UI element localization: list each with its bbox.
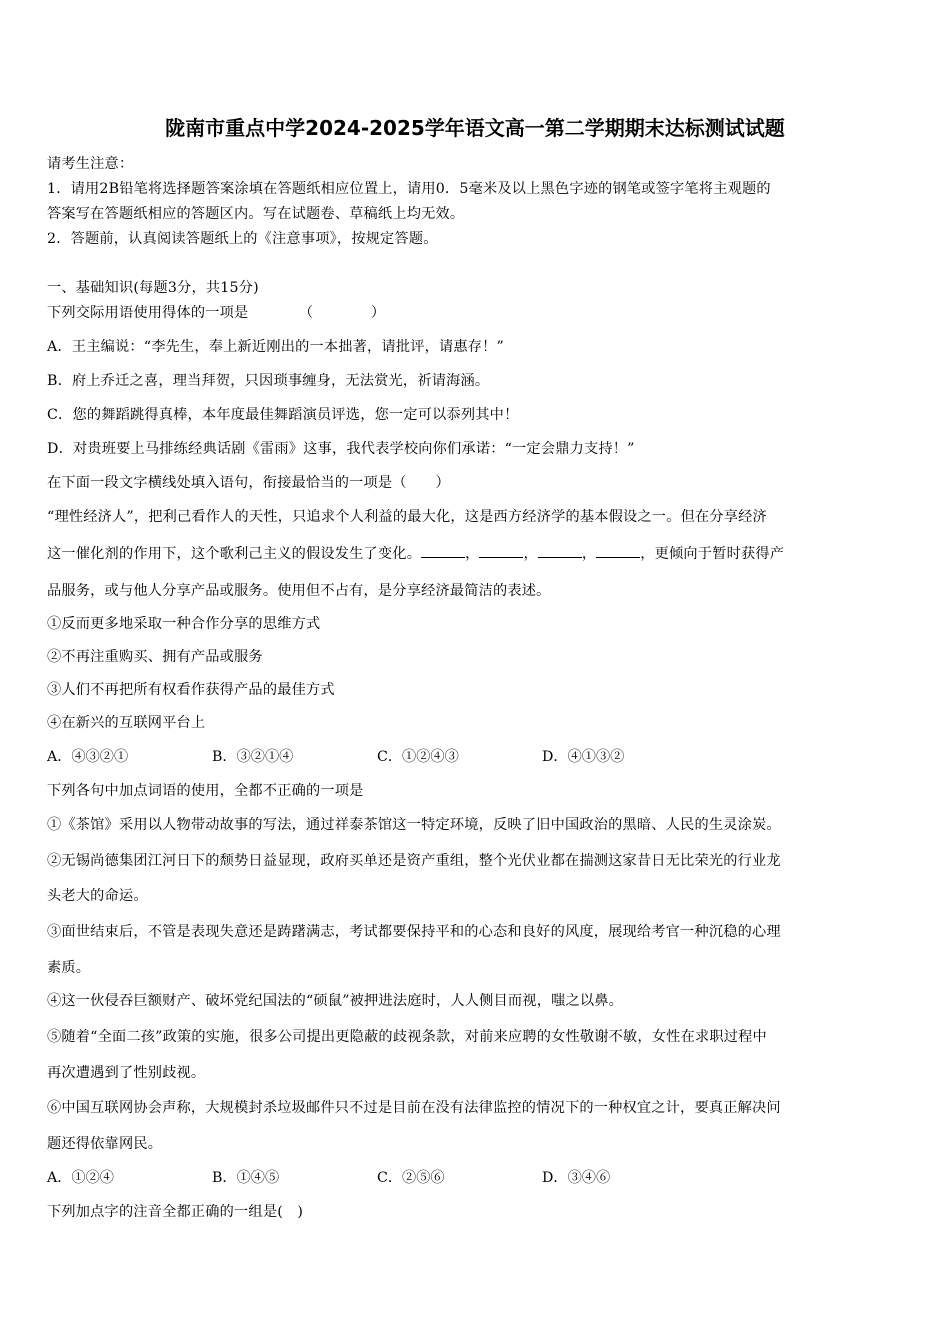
- q3-sentence-4: ④这一伙侵吞巨额财产、破坏党纪国法的“硕鼠”被押进法庭时，人人侧目而视，嗤之以鼻。: [47, 993, 624, 1009]
- q3-sentence-3-cont: 素质。: [47, 960, 91, 976]
- blank-separator: ，: [465, 546, 480, 562]
- q2-passage-line-3: 品服务，或与他人分享产品或服务。使用但不占有，是分享经济最简洁的表述。: [47, 583, 551, 599]
- q2-passage-text-end: ，更倾向于暂时获得产: [640, 546, 785, 562]
- q3-sentence-5: ⑤随着“全面二孩”政策的实施，很多公司提出更隐蔽的歧视条款，对前来应聘的女性敬谢不敏，女性在求职过程中: [47, 1029, 767, 1045]
- q1-option-b: B．府上乔迁之喜，理当拜贺，只因琐事缠身，无法赏光，祈请海涵。: [47, 373, 490, 389]
- q3-option-b: B．①④⑤: [212, 1170, 280, 1186]
- section-heading: 一、基础知识(每题3分，共15分): [47, 280, 259, 296]
- q3-option-d: D．③④⑥: [542, 1170, 611, 1186]
- q3-sentence-3: ③面世结束后，不管是表现失意还是踌躇满志，考试都要保持平和的心态和良好的风度，展现给考官一种沉稳的心理: [47, 924, 781, 940]
- q3-sentence-2: ②无锡尚德集团江河日下的颓势日益显现，政府买单还是资产重组，整个光伏业都在揣测这家昔日无比荣光的行业龙: [47, 853, 781, 869]
- blank-separator: ，: [581, 546, 597, 562]
- q2-option-a: A．④③②①: [47, 749, 129, 765]
- q3-sentence-1: ①《茶馆》采用以人物带动故事的写法，通过祥泰茶馆这一特定环境，反映了旧中国政治的黑暗、人民的生灵涂炭。: [47, 817, 781, 833]
- blank-1: [421, 545, 465, 558]
- notice-heading: 请考生注意：: [47, 156, 134, 172]
- q3-option-a: A．①②④: [47, 1170, 114, 1186]
- blank-3: [538, 545, 582, 558]
- q2-option-c: C．①②④③: [377, 749, 459, 765]
- q2-sentence-4: ④在新兴的互联网平台上: [47, 715, 206, 731]
- q2-passage-line-1: “理性经济人”，把利己看作人的天性，只追求个人利益的最大化，这是西方经济学的基本假设之一。但在分享经济: [47, 509, 767, 525]
- q2-passage-line-2: [47, 543, 784, 563]
- q2-stem: 在下面一段文字横线处填入语句，衔接最恰当的一项是（ ）: [47, 475, 450, 491]
- q2-sentence-1: ①反而更多地采取一种合作分享的思维方式: [47, 616, 321, 632]
- blank-4: [596, 545, 640, 558]
- q3-sentence-2-cont: 头老大的命运。: [47, 888, 148, 904]
- notice-item-1: 1．请用2B铅笔将选择题答案涂填在答题纸相应位置上，请用0．5毫米及以上黑色字迹的钢笔或签字笔将主观题的: [47, 181, 771, 197]
- q3-sentence-6-cont: 题还得依靠网民。: [47, 1136, 163, 1152]
- q4-stem: 下列加点字的注音全都正确的一组是( ): [47, 1204, 304, 1220]
- blank-2: [479, 545, 523, 558]
- q3-stem: 下列各句中加点词语的使用，全都不正确的一项是: [47, 783, 364, 799]
- notice-item-1-cont: 答案写在答题纸相应的答题区内。写在试题卷、草稿纸上均无效。: [47, 206, 465, 222]
- q1-option-c: C．您的舞蹈跳得真棒，本年度最佳舞蹈演员评选，您一定可以忝列其中！: [47, 407, 519, 423]
- q2-option-d: D．④①③②: [542, 749, 625, 765]
- q3-sentence-5-cont: 再次遭遇到了性别歧视。: [47, 1065, 206, 1081]
- q2-option-b: B．③②①④: [212, 749, 294, 765]
- q2-sentence-2: ②不再注重购买、拥有产品或服务: [47, 649, 263, 665]
- q1-stem: 下列交际用语使用得体的一项是 （ ）: [47, 305, 386, 321]
- q1-option-d: D．对贵班要上马排练经典话剧《雷雨》这事，我代表学校向你们承诺：“一定会鼎力支持！”: [47, 441, 635, 457]
- q3-option-c: C．②⑤⑥: [377, 1170, 445, 1186]
- blank-separator: ，: [523, 546, 538, 562]
- q2-sentence-3: ③人们不再把所有权看作获得产品的最佳方式: [47, 682, 335, 698]
- page-title: 陇南市重点中学2024-2025学年语文高一第二学期期末达标测试试题: [165, 116, 785, 140]
- q2-passage-text: 这一催化剂的作用下，这个歌利己主义的假设发生了变化。: [47, 546, 422, 562]
- q3-sentence-6: ⑥中国互联网协会声称，大规模封杀垃圾邮件只不过是目前在没有法律监控的情况下的一种权宜之计，要真正解决问: [47, 1100, 781, 1116]
- q1-option-a: A．王主编说：“李先生，奉上新近刚出的一本拙著，请批评，请惠存！”: [47, 339, 504, 355]
- notice-item-2: 2．答题前，认真阅读答题纸上的《注意事项》，按规定答题。: [47, 231, 438, 247]
